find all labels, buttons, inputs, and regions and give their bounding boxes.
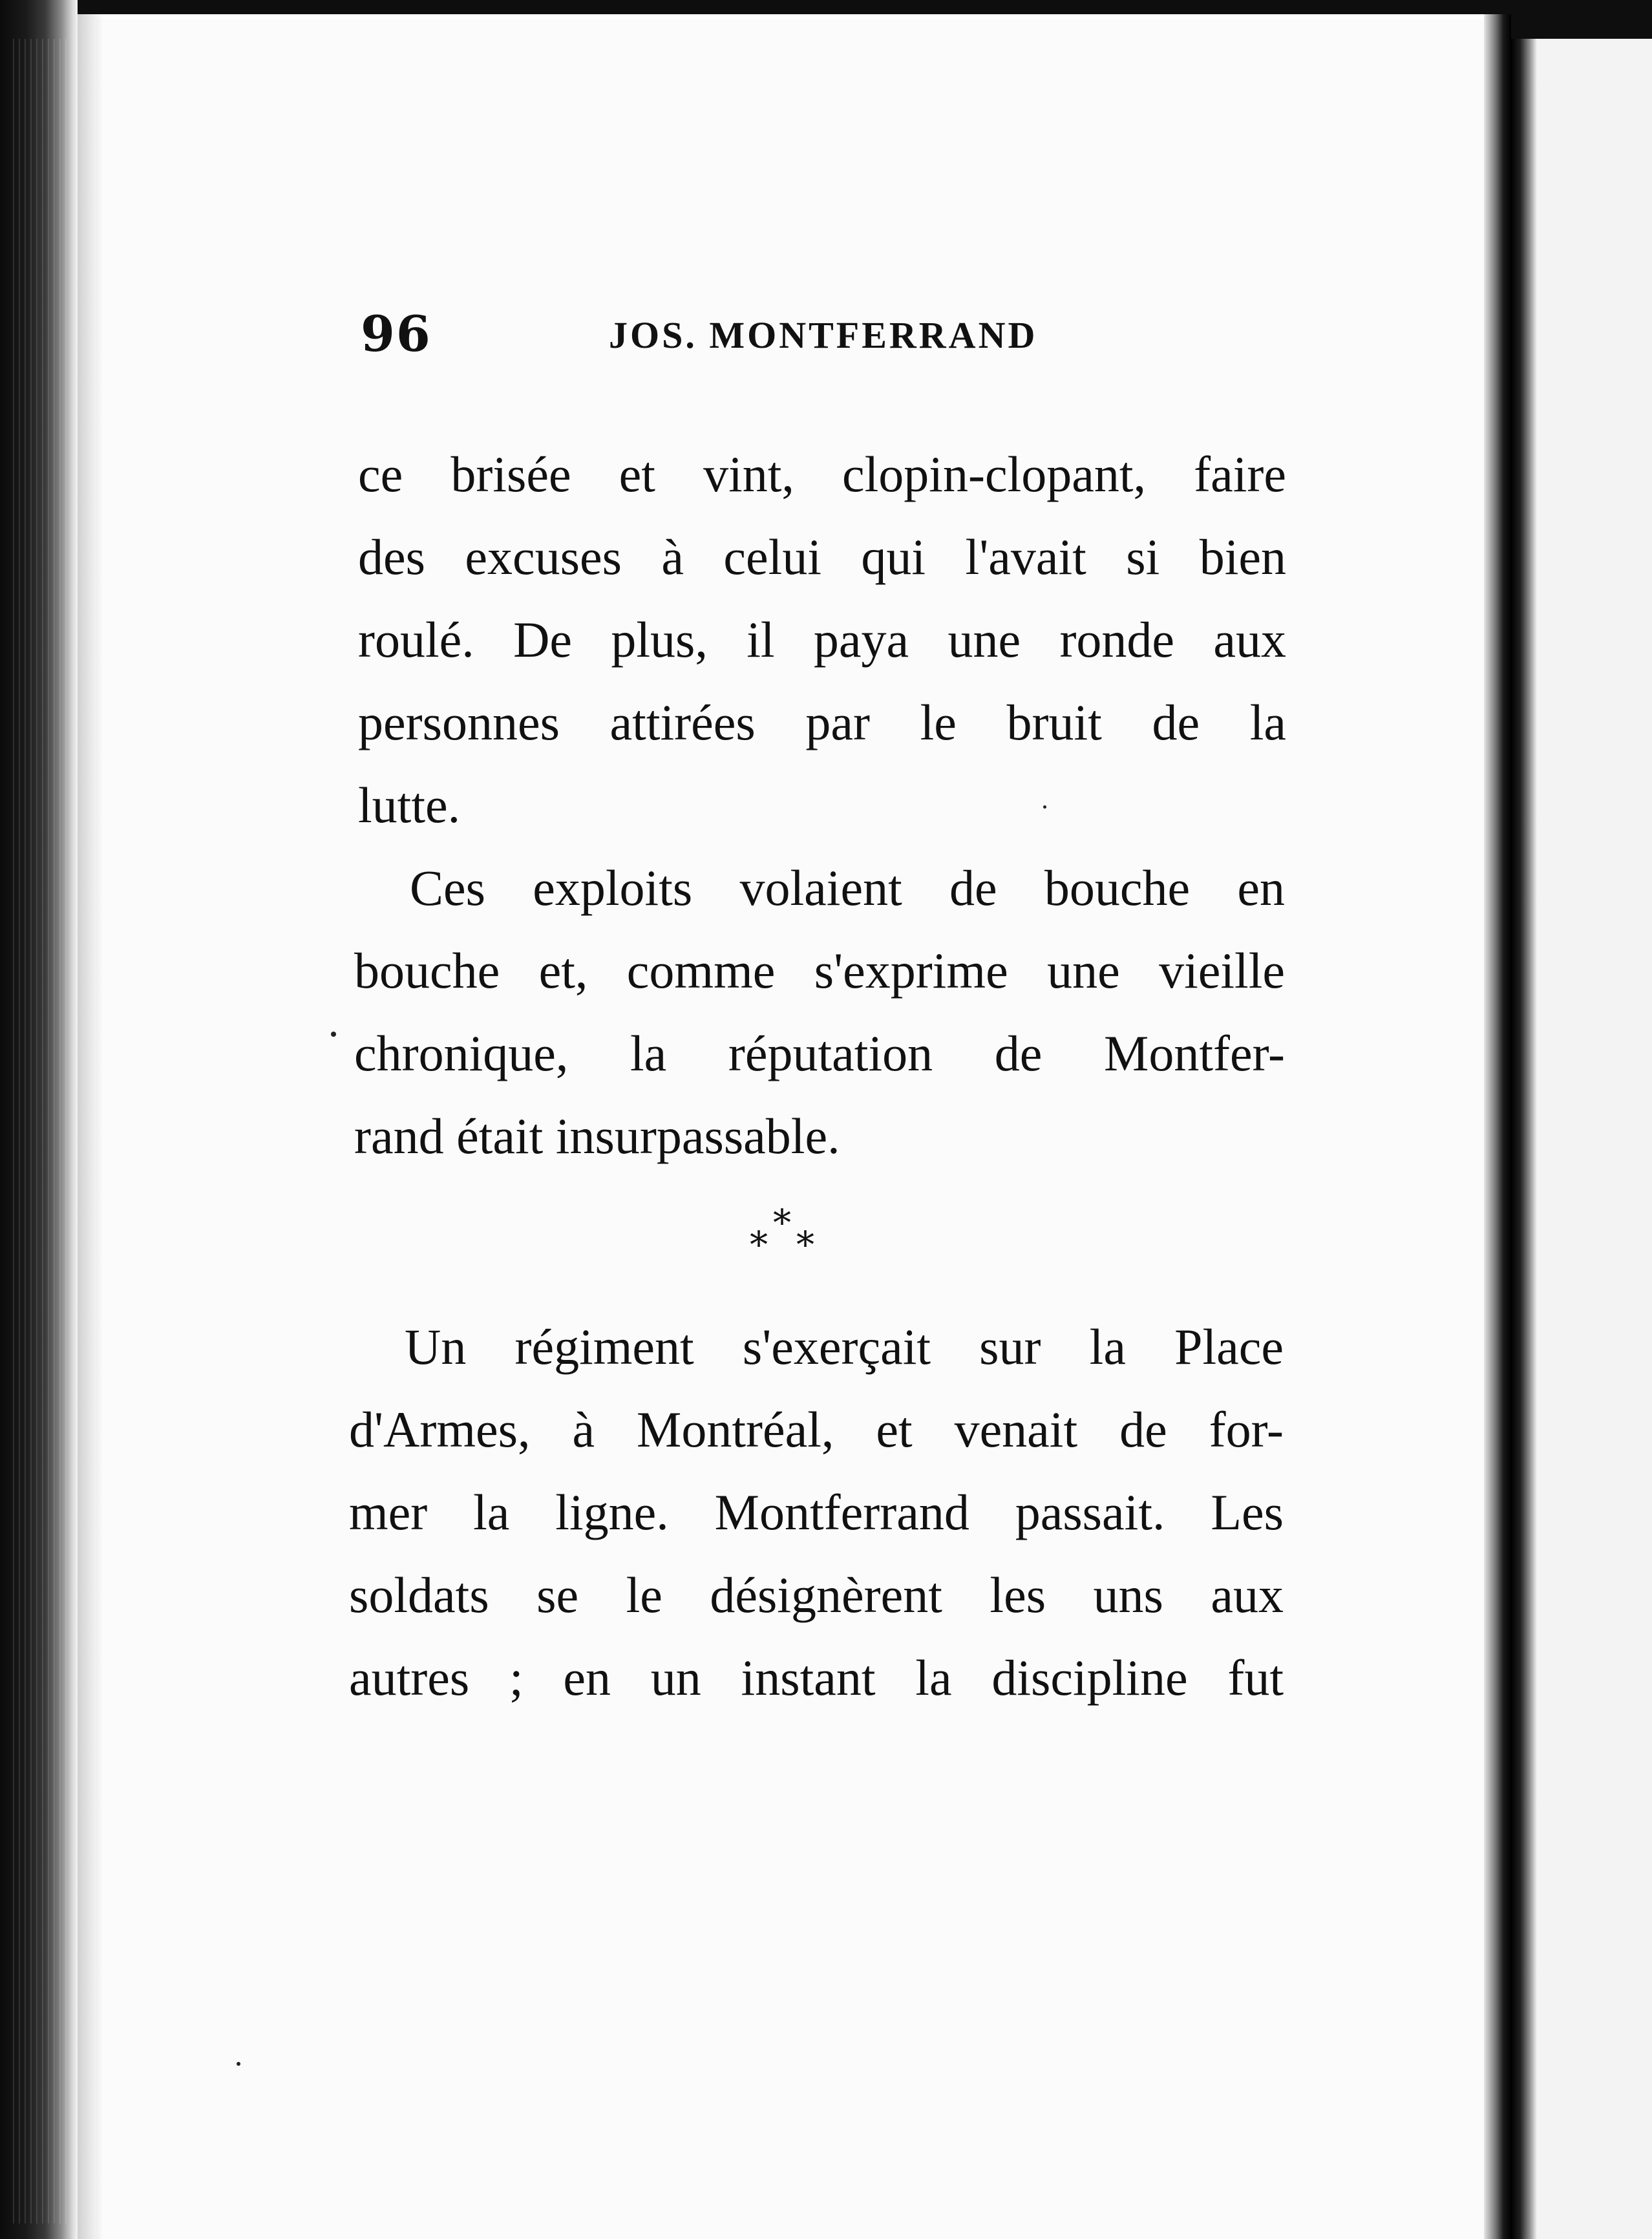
text-line: des excuses à celui qui l'avait si bien [358, 529, 1286, 585]
facing-page-edge [1511, 39, 1537, 2239]
text-line: Un régiment s'exerçait sur la Place [405, 1319, 1284, 1375]
text-line: mer la ligne. Montferrand passait. Les [349, 1484, 1284, 1540]
text-line: personnes attirées par le bruit de la [358, 694, 1286, 750]
separator-star: * [796, 1224, 814, 1266]
running-title: JOS. MONTFERRAND [609, 314, 1038, 356]
scan-frame-top [0, 0, 1652, 14]
text-line: rand était insurpassable. [354, 1108, 840, 1164]
section-separator [711, 1202, 866, 1280]
text-line: Ces exploits volaient de bouche en [410, 860, 1285, 916]
text-line: lutte. [358, 777, 461, 833]
paragraph-2 [354, 847, 1285, 1178]
text-line: ce brisée et vint, clopin-clopant, faire [358, 446, 1286, 502]
text-line: d'Armes, à Montréal, et venait de for- [349, 1401, 1284, 1458]
text-line: roulé. De plus, il paya une ronde aux [358, 611, 1286, 668]
book-gutter [1484, 14, 1511, 2239]
separator-star: * [773, 1202, 791, 1244]
paragraph-1 [358, 433, 1286, 847]
running-head [361, 299, 1317, 370]
text-line: soldats se le désignèrent les uns aux [349, 1567, 1284, 1623]
text-line: autres ; en un instant la discipline fut [349, 1650, 1284, 1706]
text-line: bouche et, comme s'exprime une vieille [354, 942, 1285, 999]
text-line: chronique, la réputation de Montfer- [354, 1025, 1285, 1081]
scan-speck [1043, 805, 1046, 809]
paragraph-3 [349, 1306, 1284, 1719]
separator-star: * [750, 1224, 768, 1266]
scan-speck [237, 2062, 240, 2066]
book-edge-texture [13, 39, 71, 2223]
page-shadow [78, 14, 103, 2239]
scan-speck [331, 1032, 336, 1037]
page-number: 96 [361, 305, 432, 363]
